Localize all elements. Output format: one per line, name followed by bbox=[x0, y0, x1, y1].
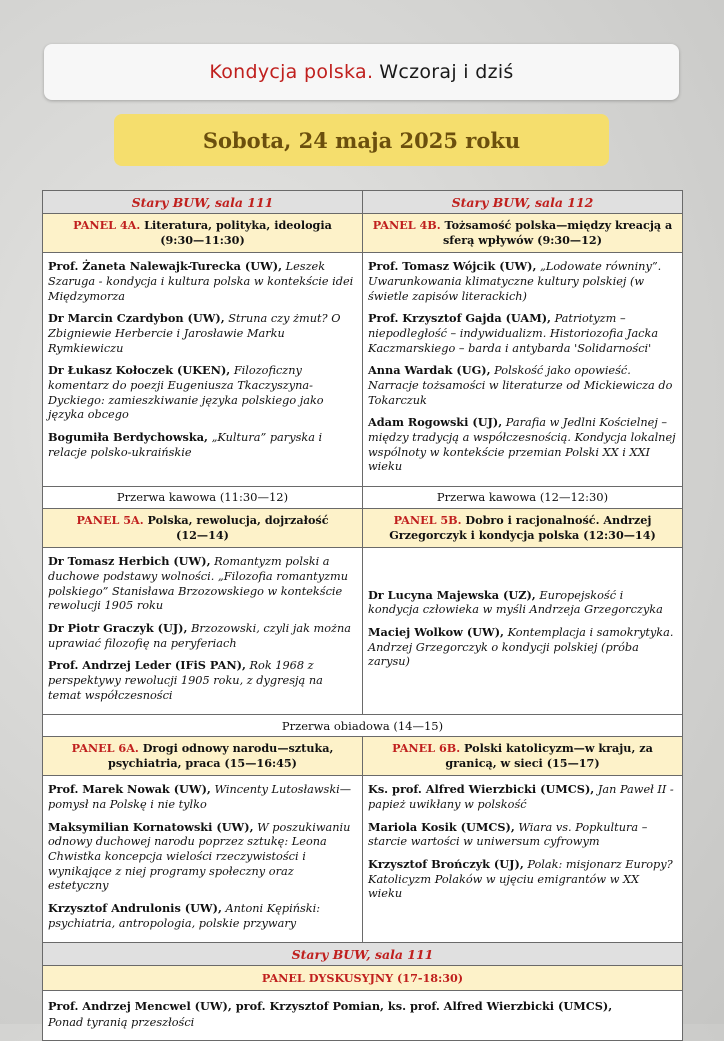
panel-4a-talks bbox=[43, 253, 363, 487]
talk-item: Anna Wardak (UG), Polskość jako opowieść. Narracje tożsamości w literaturze od Mickiewicza do Tokarczuk bbox=[368, 363, 673, 407]
lunch-break: Przerwa obiadowa (14—15) bbox=[43, 715, 683, 737]
discussion-talk bbox=[43, 991, 683, 1041]
talk-item: Prof. Andrzej Leder (IFiS PAN), Rok 1968 z perspektywy rewolucji 1905 roku, z dygresją na temat współczesności bbox=[48, 658, 323, 702]
room-right: Stary BUW, sala 112 bbox=[363, 191, 683, 214]
panel-5b-talks bbox=[363, 548, 683, 715]
schedule-table bbox=[42, 190, 683, 1041]
panel-5b-header: PANEL 5B. Dobro i racjonalność. Andrzej Grzegorczyk i kondycja polska (12:30—14) bbox=[363, 508, 683, 547]
talk-item: Prof. Marek Nowak (UW), Wincenty Lutosławski—pomysł na Polskę i nie tylko bbox=[48, 782, 352, 812]
talk-item: Adam Rogowski (UJ), Parafia w Jedlni Kościelnej – między tradycją a współczesnością. Kondycja lokalnej wspólnoty w kontekście przemian Polski XX i XXI wieku bbox=[368, 415, 676, 474]
date-banner: Sobota, 24 maja 2025 roku bbox=[114, 114, 609, 166]
discussion-panel-header: PANEL DYSKUSYJNY (17-18:30) bbox=[43, 966, 683, 991]
talk-item: Dr Lucyna Majewska (UZ), Europejskość i kondycja człowieka w myśli Andrzeja Grzegorczyka bbox=[368, 587, 663, 617]
title-black-part: Wczoraj i dziś bbox=[379, 61, 514, 83]
discussion-room: Stary BUW, sala 111 bbox=[43, 943, 683, 966]
talk-item: Krzysztof Andrulonis (UW), Antoni Kępiński: psychiatria, antropologia, polskie przywary bbox=[48, 901, 321, 930]
talk-item: Dr Łukasz Kołoczek (UKEN), Filozoficzny komentarz do poezji Eugeniusza Tkaczyszyna-Dyckiego: zamieszkiwanie języka polskiego jako języka obcego bbox=[48, 363, 324, 422]
talk-item: Maciej Wolkow (UW), Kontemplacja i samokrytyka. Andrzej Grzegorczyk o kondycji polskiej (próba zarysu) bbox=[368, 624, 674, 669]
talk-item: Mariola Kosik (UMCS), Wiara vs. Popkultura – starcie wartości w uniwersum cyfrowym bbox=[368, 819, 648, 849]
talk-item: Dr Piotr Graczyk (UJ), Brzozowski, czyli jak można uprawiać filozofię na peryferiach bbox=[48, 620, 352, 650]
panel-4b-header: PANEL 4B. Tożsamość polska—między kreacją a sferą wpływów (9:30—12) bbox=[363, 214, 683, 253]
talk-item: Prof. Tomasz Wójcik (UW), „Lodowate równiny”. Uwarunkowania klimatyczne kultury polskiej (w świetle zapisów literackich) bbox=[368, 259, 662, 303]
room-left: Stary BUW, sala 111 bbox=[43, 191, 363, 214]
talk-item: Prof. Krzysztof Gajda (UAM), Patriotyzm – niepodległość – indywidualizm. Historiozofia Jacka Kaczmarskiego – barda i antybarda 'Solidarności' bbox=[368, 311, 659, 355]
panel-4a-header: PANEL 4A. Literatura, polityka, ideologia (9:30—11:30) bbox=[43, 214, 363, 253]
title-red-part: Kondycja polska. bbox=[209, 61, 374, 83]
panel-6b-header: PANEL 6B. Polski katolicyzm—w kraju, za granicą, w sieci (15—17) bbox=[363, 737, 683, 776]
talk-item: Prof. Żaneta Nalewajk-Turecka (UW), Leszek Szaruga - kondycja i kultura polska w kontekście idei Międzymorza bbox=[48, 259, 354, 303]
talk-item: Maksymilian Kornatowski (UW), W poszukiwaniu odnowy duchowej narodu poprzez sztukę: Leona Chwistka koncepcja wielości rzeczywistości i wynikające z niej programy społeczny oraz estetyczny bbox=[48, 819, 351, 893]
discussion-speakers: Prof. Andrzej Mencwel (UW), prof. Krzysztof Pomian, ks. prof. Alfred Wierzbicki (UMCS), bbox=[48, 999, 613, 1014]
talk-item: Dr Marcin Czardybon (UW), Struna czy żmut? O Zbigniewie Herbercie i Jarosławie Marku Rymkiewiczu bbox=[48, 311, 341, 355]
page-title bbox=[44, 44, 679, 100]
talk-item: Krzysztof Brończyk (UJ), Polak: misjonarz Europy? Katolicyzm Polaków w ujęciu emigrantów w XX wieku bbox=[368, 857, 673, 901]
panel-6a-header: PANEL 6A. Drogi odnowy narodu—sztuka, psychiatria, praca (15—16:45) bbox=[43, 737, 363, 776]
coffee-break-right: Przerwa kawowa (12—12:30) bbox=[363, 486, 683, 508]
talk-item: Ks. prof. Alfred Wierzbicki (UMCS), Jan Paweł II - papież uwikłany w polskość bbox=[368, 782, 674, 812]
coffee-break-left: Przerwa kawowa (11:30—12) bbox=[43, 486, 363, 508]
discussion-title: Ponad tyranią przeszłości bbox=[48, 1015, 195, 1029]
talk-item: Dr Tomasz Herbich (UW), Romantyzm polski a duchowe podstawy wolności. „Filozofia romantyzmu polskiego” Stanisława Brzozowskiego w kontekście rewolucji 1905 roku bbox=[48, 554, 349, 613]
panel-6b-talks bbox=[363, 776, 683, 943]
panel-5a-talks bbox=[43, 548, 363, 715]
talk-item: Bogumiła Berdychowska, „Kultura” paryska i relacje polsko-ukraińskie bbox=[48, 429, 323, 459]
panel-5a-header: PANEL 5A. Polska, rewolucja, dojrzałość (12—14) bbox=[43, 508, 363, 547]
panel-6a-talks bbox=[43, 776, 363, 943]
panel-4b-talks bbox=[363, 253, 683, 487]
